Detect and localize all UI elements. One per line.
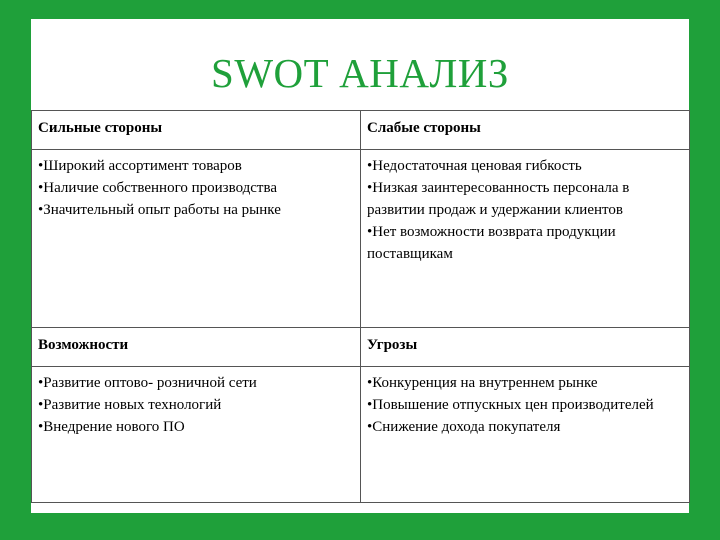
list-item: • Снижение дохода покупателя — [367, 416, 683, 438]
strengths-list — [38, 150, 354, 221]
strengths-heading: Сильные стороны — [32, 111, 361, 150]
threats-cell — [361, 367, 690, 503]
weaknesses-cell — [361, 150, 690, 328]
list-item: • Развитие оптово- розничной сети — [38, 372, 354, 394]
slide-title: SWOT АНАЛИЗ — [211, 50, 509, 96]
list-item: • Широкий ассортимент товаров — [38, 155, 354, 177]
swot-header-row-bottom — [32, 328, 690, 367]
list-item: • Внедрение нового ПО — [38, 416, 354, 438]
opportunities-list — [38, 367, 354, 438]
swot-body-row-top — [32, 150, 690, 328]
list-item: • Недостаточная ценовая гибкость — [367, 155, 683, 177]
opportunities-cell — [32, 367, 361, 503]
slide — [31, 19, 689, 513]
threats-heading: Угрозы — [361, 328, 690, 367]
list-item: • Повышение отпускных цен производителей — [367, 394, 683, 416]
opportunities-heading: Возможности — [32, 328, 361, 367]
list-item: • Наличие собственного производства — [38, 177, 354, 199]
threats-list — [367, 367, 683, 438]
swot-table — [31, 110, 690, 503]
swot-header-row-top — [32, 111, 690, 150]
list-item: • Значительный опыт работы на рынке — [38, 199, 354, 221]
list-item: • Низкая заинтересованность персонала в развитии продаж и удержании клиентов — [367, 177, 683, 221]
strengths-cell — [32, 150, 361, 328]
list-item: • Развитие новых технологий — [38, 394, 354, 416]
weaknesses-heading: Слабые стороны — [361, 111, 690, 150]
list-item: • Нет возможности возврата продукции поставщикам — [367, 221, 683, 265]
swot-body-row-bottom — [32, 367, 690, 503]
list-item: • Конкуренция на внутреннем рынке — [367, 372, 683, 394]
weaknesses-list — [367, 150, 683, 265]
